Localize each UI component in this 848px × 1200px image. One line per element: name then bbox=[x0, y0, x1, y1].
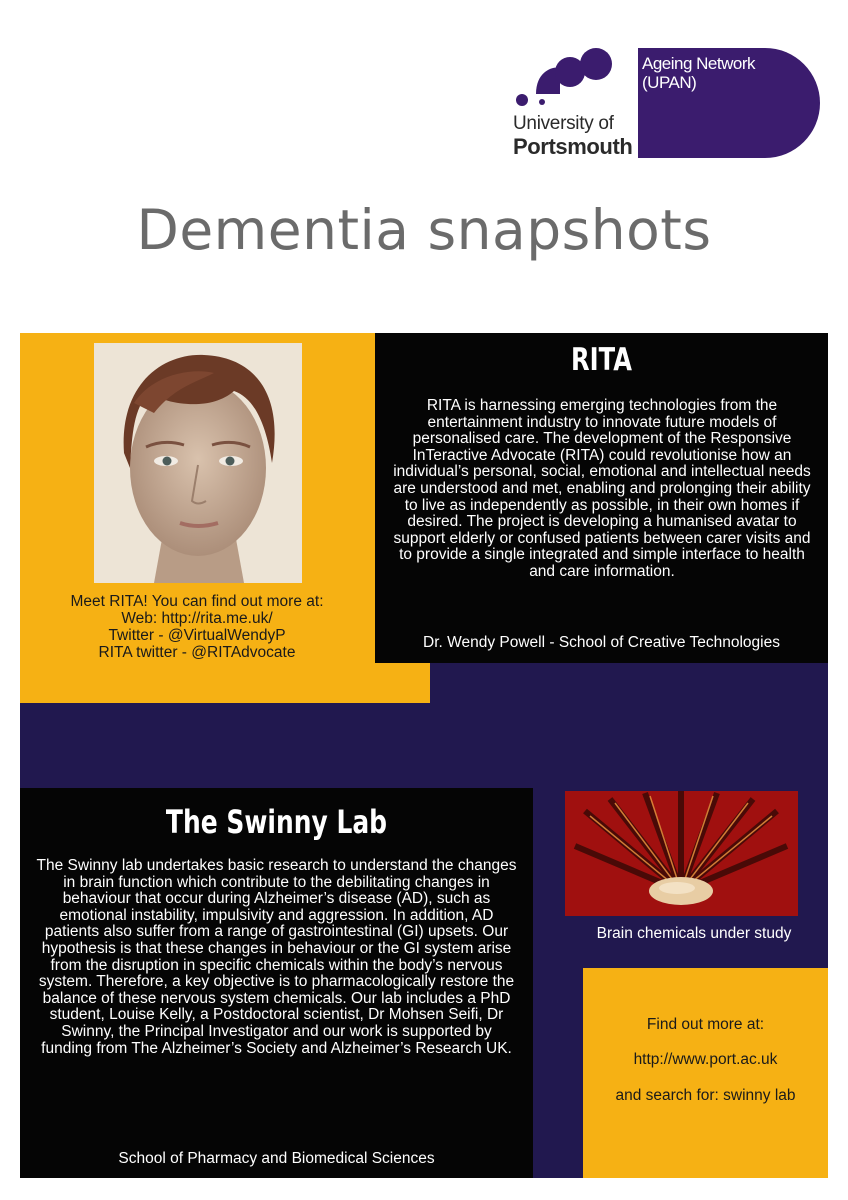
university-name-line2: Portsmouth bbox=[513, 134, 633, 159]
find-out-more-label: Find out more at: bbox=[646, 1016, 765, 1033]
rita-caption bbox=[20, 593, 374, 661]
brain-image-caption: Brain chemicals under study bbox=[596, 925, 792, 942]
rita-avatar-image bbox=[94, 343, 302, 583]
rita-caption-line: Meet RITA! You can find out more at: bbox=[70, 593, 324, 610]
rita-twitter-link[interactable]: Twitter - @VirtualWendyP bbox=[108, 627, 286, 644]
swinny-yellow-panel bbox=[583, 968, 828, 1178]
brain-chemicals-image bbox=[565, 791, 798, 916]
rita-twitter-advocate-link[interactable]: RITA twitter - @RITAdvocate bbox=[98, 644, 296, 661]
search-instruction: and search for: swinny lab bbox=[615, 1087, 796, 1104]
rita-body-text: RITA is harnessing emerging technologies from the entertainment industry to innovate future models of personalised care. The development of the Responsive InTeractive Advocate (RITA) could revolutionise how an individual’s personal, social, emotional and intellectual needs are understood and met, enabling and prolonging their ability to live as independently as possible, in their own homes if desired. The project is developing a humanised avatar to support elderly or confused patients between carer visits and to provide a single integrated and simple interface to health and care information. bbox=[393, 397, 811, 580]
rita-web-link[interactable]: Web: http://rita.me.uk/ bbox=[121, 610, 273, 627]
port-website-link[interactable]: http://www.port.ac.uk bbox=[633, 1051, 778, 1068]
page-title: Dementia snapshots bbox=[136, 198, 712, 262]
rita-credit: Dr. Wendy Powell - School of Creative Technologies bbox=[423, 634, 780, 651]
rita-heading: RITA bbox=[571, 342, 632, 378]
university-logo-mark bbox=[512, 44, 612, 110]
swinny-heading: The Swinny Lab bbox=[165, 803, 388, 841]
swinny-body-text: The Swinny lab undertakes basic research to understand the changes in brain function which contribute to the debilitating changes in behaviour that occur during Alzheimer’s disease (AD), such as emotional instability, impulsivity and aggression. In addition, AD patients also suffer from a range of gastrointestinal (GI) upsets. Our hypothesis is that these changes in behaviour or the GI system arise from the disruption in specific chemicals within the body’s nervous system. Therefore, a key objective is to pharmacologically restore the balance of these nervous system chemicals. Our lab includes a PhD student, Louise Kelly, a Postdoctoral scientist, Dr Mohsen Seifi, Dr Swinny, the Principal Investigator and our work is supported by funding from The Alzheimer’s Society and Alzheimer’s Research UK. bbox=[36, 857, 517, 1057]
university-name-line1: University of bbox=[513, 113, 614, 134]
swinny-credit: School of Pharmacy and Biomedical Sciences bbox=[118, 1150, 435, 1167]
ageing-network-label: Ageing Network (UPAN) bbox=[642, 54, 756, 92]
